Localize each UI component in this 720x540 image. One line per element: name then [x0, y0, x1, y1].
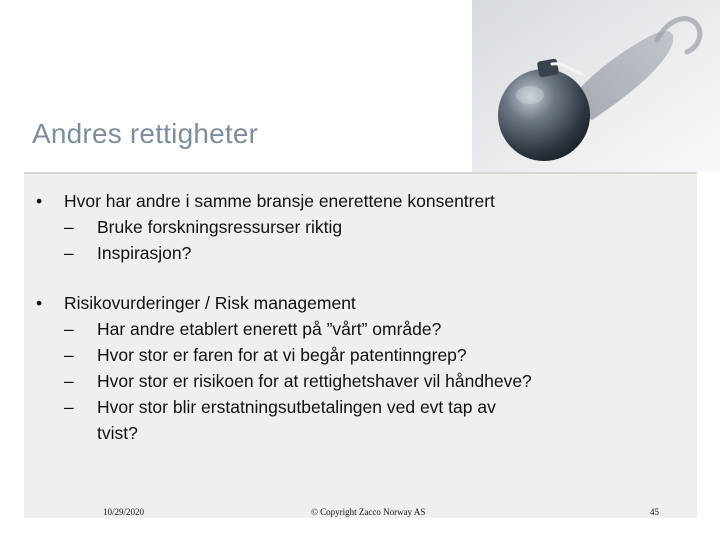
sub-bullet-text: Hvor stor blir erstatningsutbetalingen ved evt tap av tvist? [97, 397, 496, 443]
bullet-marker: • [36, 293, 43, 313]
sub-bullet-text: Inspirasjon? [97, 243, 192, 263]
bullet-item [36, 188, 676, 214]
sub-bullet-text: Hvor stor er faren for at vi begår patentinngrep? [97, 345, 467, 365]
sub-bullet-marker: – [64, 243, 74, 263]
sub-bullet-item [36, 316, 676, 342]
sub-bullet-item [36, 214, 676, 240]
sub-bullet-item [36, 394, 676, 446]
sub-bullet-item [36, 342, 676, 368]
bullet-text: Hvor har andre i samme bransje enerettene konsentrert [64, 191, 495, 211]
slide-title: Andres rettigheter [32, 118, 259, 149]
footer-date: 10/29/2020 [103, 507, 145, 517]
sub-bullet-text: Bruke forskningsressurser riktig [97, 217, 343, 237]
sub-bullet-item [36, 368, 676, 394]
footer-page-number: 45 [650, 507, 659, 517]
sub-bullet-marker: – [64, 345, 74, 365]
sub-bullet-text: Har andre etablert enerett på ”vårt” område? [97, 319, 442, 339]
bullet-marker: • [36, 191, 43, 211]
sub-bullet-text: Hvor stor er risikoen for at rettighetshaver vil håndheve? [97, 371, 532, 391]
footer-copyright: © Copyright Zacco Norway AS [311, 507, 426, 517]
sub-bullet-marker: – [64, 397, 74, 417]
bomb-icon [472, 0, 720, 172]
sub-bullet-marker: – [64, 319, 74, 339]
bullet-text: Risikovurderinger / Risk management [64, 293, 356, 313]
bullet-item [36, 290, 676, 316]
bullet-list [36, 188, 676, 446]
sub-bullet-marker: – [64, 217, 74, 237]
sub-bullet-marker: – [64, 371, 74, 391]
sub-bullet-item [36, 240, 676, 266]
